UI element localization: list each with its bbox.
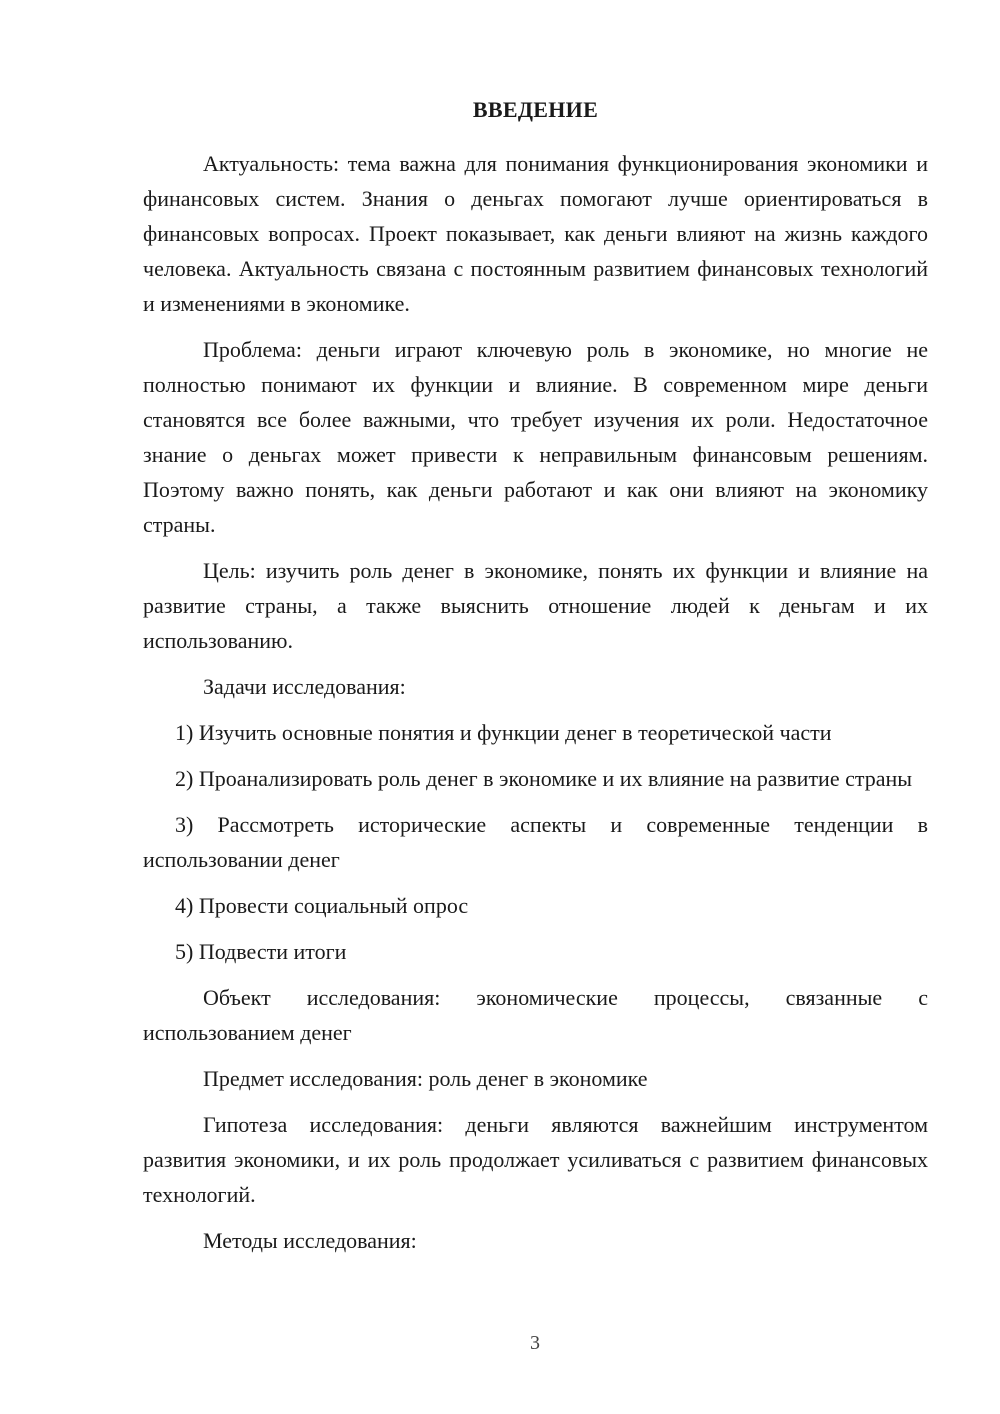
paragraph-relevance: Актуальность: тема важна для понимания функционирования экономики и финансовых систем. Знания о деньгах помогают лучше ориентироваться в финансовых вопросах. Проект показывает, как деньги влияют на жизнь каждого человека. Актуальность связана с постоянным развитием финансовых технологий и изменениями в экономике. bbox=[143, 151, 928, 316]
paragraph-tasks-heading: Задачи исследования: bbox=[203, 674, 406, 699]
paragraph-methods: Методы исследования: bbox=[203, 1228, 417, 1253]
paragraph-problem: Проблема: деньги играют ключевую роль в экономике, но многие не полностью понимают их функции и влияние. В современном мире деньги становятся все более важными, что требует изучения их роли. Недостаточное знание о деньгах может привести к неправильным финансовым решениям. Поэтому важно понять, как деньги работают и как они влияют на экономику страны. bbox=[143, 337, 928, 537]
task-item: 5) Подвести итоги bbox=[175, 939, 347, 964]
paragraph-object: Объект исследования: экономические процессы, связанные с использованием денег bbox=[143, 985, 928, 1045]
page-number: 3 bbox=[530, 1332, 540, 1354]
document-page bbox=[143, 90, 928, 1269]
paragraph-subject: Предмет исследования: роль денег в экономике bbox=[203, 1066, 648, 1091]
task-item: 1) Изучить основные понятия и функции денег в теоретической части bbox=[175, 720, 832, 745]
task-item: 3) Рассмотреть исторические аспекты и современные тенденции в использовании денег bbox=[143, 812, 928, 872]
task-item: 4) Провести социальный опрос bbox=[175, 893, 469, 918]
section-title: ВВЕДЕНИЕ bbox=[472, 97, 599, 122]
paragraph-hypothesis: Гипотеза исследования: деньги являются важнейшим инструментом развития экономики, и их роль продолжает усиливаться с развитием финансовых технологий. bbox=[143, 1112, 928, 1207]
task-item: 2) Проанализировать роль денег в экономике и их влияние на развитие страны bbox=[175, 766, 913, 791]
paragraph-goal: Цель: изучить роль денег в экономике, понять их функции и влияние на развитие страны, а также выяснить отношение людей к деньгам и их использованию. bbox=[143, 558, 928, 653]
